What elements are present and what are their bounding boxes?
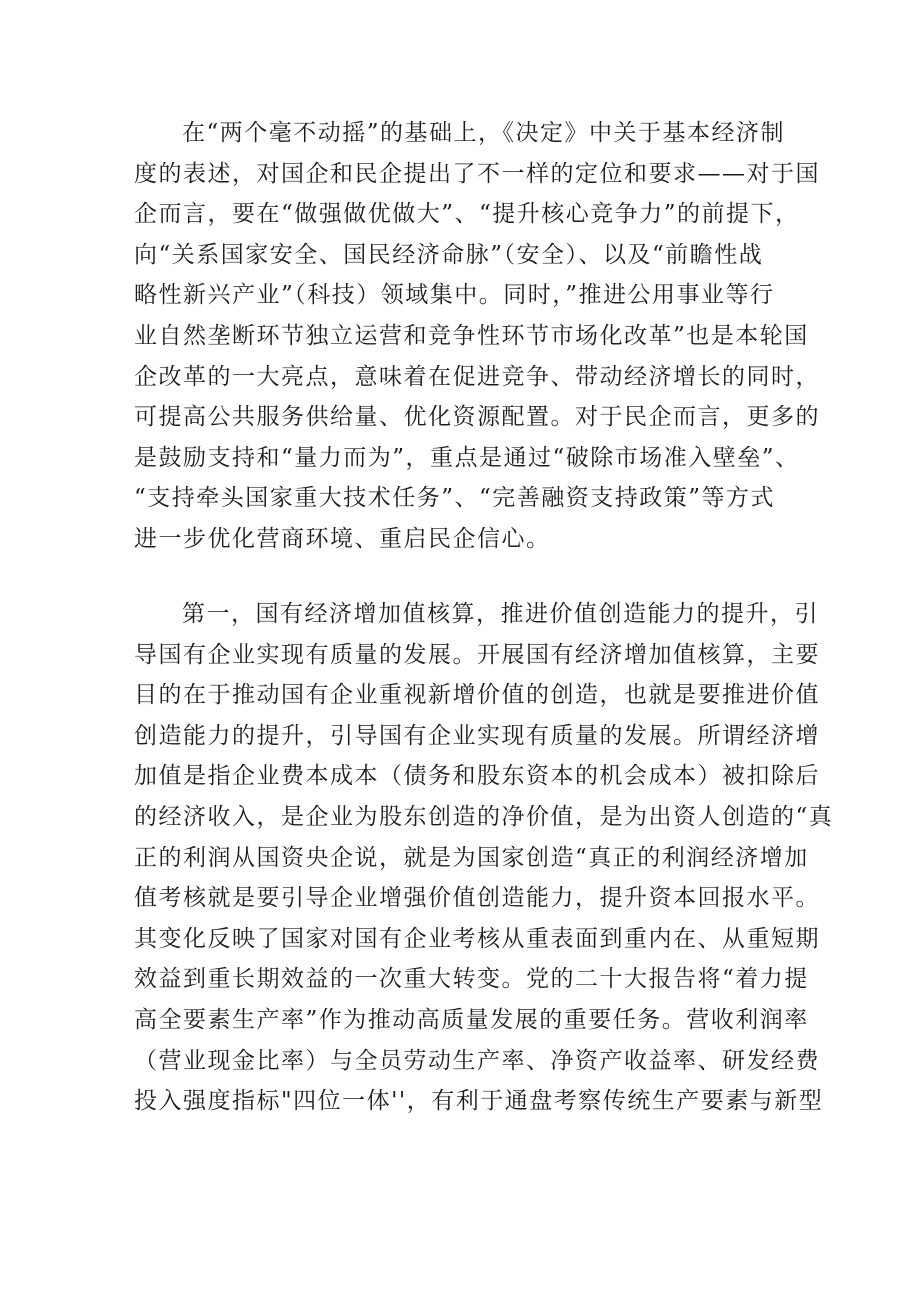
- text-line: 创造能力的提升，引导国有企业实现有质量的发展。所谓经济增: [134, 722, 820, 749]
- text-line: “支持牵头国家重大技术任务”、“完善融资支持政策”等方式: [134, 485, 776, 512]
- text-line: 其变化反映了国家对国有企业考核从重表面到重内在、从重短期: [134, 925, 820, 952]
- text-line: 导国有企业实现有质量的发展。开展国有经济增加值核算，主要: [134, 641, 820, 668]
- paragraph-value-added-accounting: [134, 594, 834, 1122]
- text-line: 进一步优化营商环境、重启民企信心。: [134, 525, 551, 552]
- text-line: 企改革的一大亮点，意味着在促进竞争、带动经济增长的同时，: [134, 363, 820, 390]
- text-line: 的经济收入，是企业为股东创造的净价值，是为出资人创造的“真: [134, 803, 834, 830]
- text-line: 企而言，要在“做强做优做大”、“提升核心竞争力”的前提下，: [134, 201, 800, 228]
- text-line: 业自然垄断环节独立运营和竞争性环节市场化改革”也是本轮国: [134, 322, 809, 349]
- text-line: 投入强度指标"四位一体''，有利于通盘考察传统生产要素与新型: [134, 1088, 824, 1115]
- text-line: 目的在于推动国有企业重视新增价值的创造，也就是要推进价值: [134, 682, 820, 709]
- text-line: 加值是指企业费本成本（债务和股东资本的机会成本）被扣除后: [134, 763, 820, 790]
- text-line: 可提高公共服务供给量、优化资源配置。对于民企而言，更多的: [134, 404, 820, 431]
- text-line: 略性新兴产业”（科技）领域集中。同时，”推进公用事业等行: [134, 282, 775, 309]
- text-line: 值考核就是要引导企业增强价值创造能力，提升资本回报水平。: [134, 885, 820, 912]
- text-line: 在“两个毫不动摇”的基础上，《决定》中关于基本经济制: [182, 120, 786, 146]
- paragraph-ownership-reform: [134, 113, 820, 560]
- text-line: 向“关系国家安全、国民经济命脉”（安全）、以及“前瞻性战: [134, 241, 764, 268]
- text-line: 第一，国有经济增加值核算，推进价值创造能力的提升，引: [182, 601, 819, 627]
- text-line: 效益到重长期效益的一次重大转变。党的二十大报告将“着力提: [134, 966, 809, 993]
- text-line: （营业现金比率）与全员劳动生产率、净资产收益率、研发经费: [134, 1047, 820, 1074]
- text-line: 高全要素生产率”作为推动高质量发展的重要任务。营收利润率: [134, 1006, 809, 1033]
- text-line: 度的表述，对国企和民企提出了不一样的定位和要求——对于国: [134, 160, 820, 187]
- text-line: 正的利润从国资央企说，就是为国家创造“真正的利润经济增加: [134, 844, 809, 871]
- text-line: 是鼓励支持和“量力而为”，重点是通过“破除市场准入壁垒”、: [134, 444, 800, 471]
